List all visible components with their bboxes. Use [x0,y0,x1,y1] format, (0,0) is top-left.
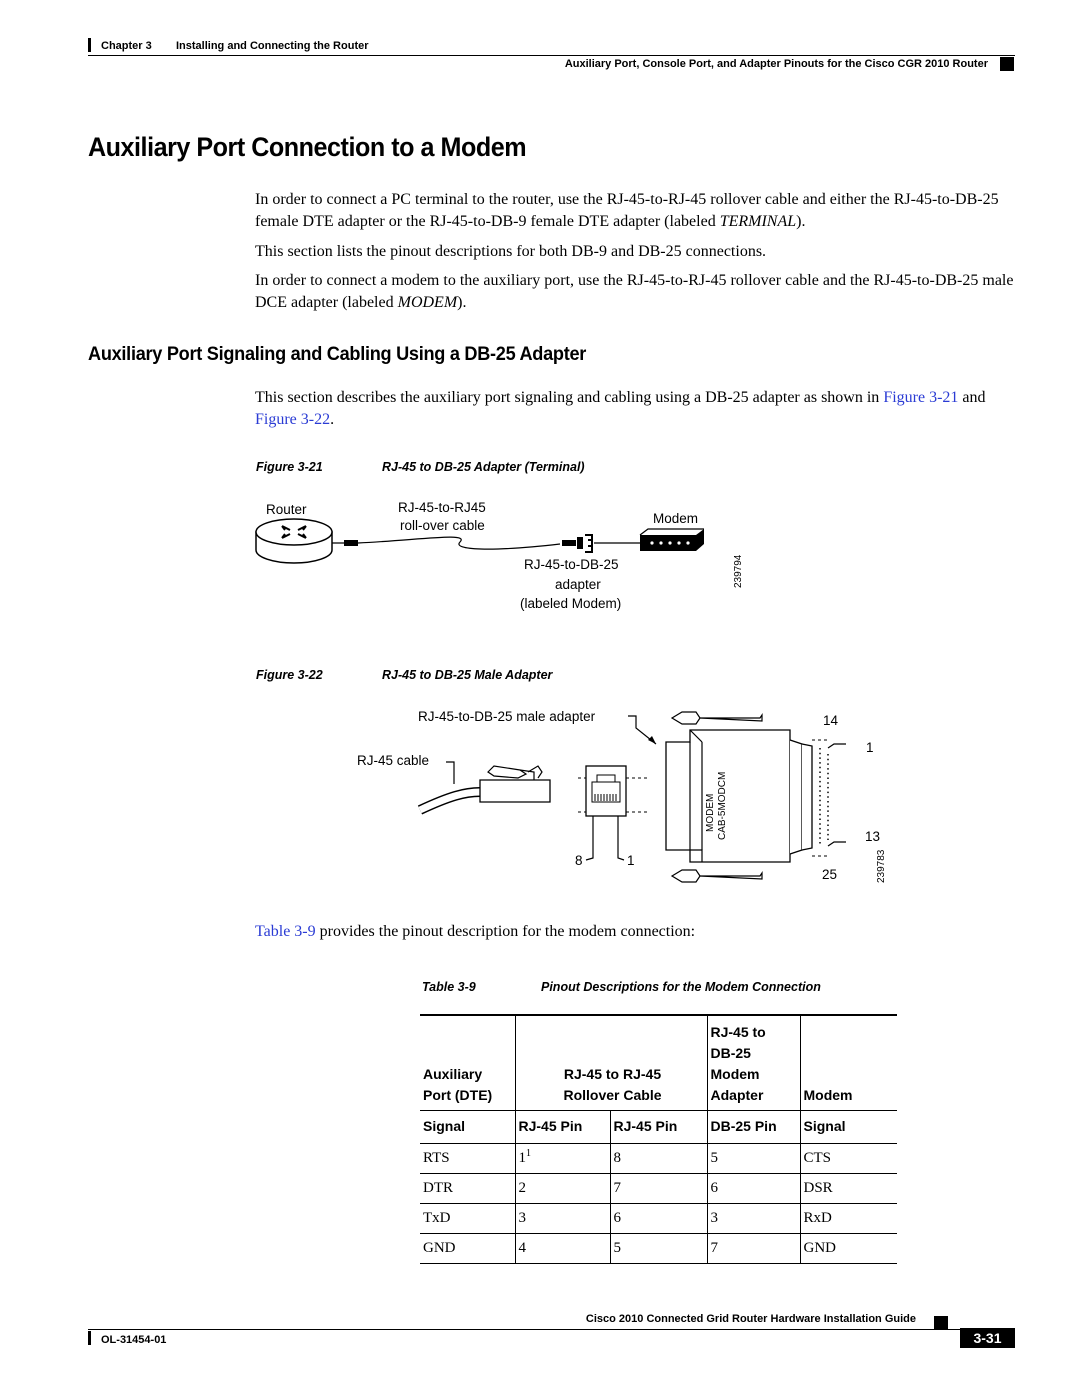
chapter-title: Installing and Connecting the Router [176,40,369,52]
figure-3-22-number: Figure 3-22 [256,668,323,682]
header-rj45-to-rj45: RJ-45 to RJ-45 [563,1066,662,1082]
table-cell: TxD [420,1204,515,1234]
table-reference-paragraph [255,921,1030,943]
intro-p1-text: In order to connect a PC terminal to the router, use the RJ-45-to-RJ-45 rollover cable and either the RJ-45-to-DB-25 female DTE adapter or the RJ-45-to-DB-9 female DTE adapter (labeled [255,191,999,230]
intro-p3-text: In order to connect a modem to the auxiliary port, use the RJ-45-to-RJ-45 rollover cable and the RJ-45-to-DB-25 male DCE adapter (labeled [255,272,1014,311]
footer-left-bar [88,1331,91,1345]
section-running-title: Auxiliary Port, Console Port, and Adapter Pinouts for the Cisco CGR 2010 Router [564,58,988,70]
pin-25-label: 25 [822,867,838,882]
table-row [420,1204,897,1234]
header-rjdb-line3: Modem [710,1066,760,1082]
table-cell: 7 [707,1234,800,1264]
subheader-rj45-pin-b: RJ-45 Pin [610,1111,707,1144]
table-row [420,1174,897,1204]
modem-device-label: Modem [653,511,699,526]
table-cell: 4 [515,1234,610,1264]
header-rjdb-line4: Adapter [710,1087,764,1103]
footer-doc-id: OL-31454-01 [101,1334,167,1346]
page-title: Auxiliary Port Connection to a Modem [88,132,527,162]
pin-14-label: 14 [823,713,839,728]
chapter-label: Chapter 3 [101,40,152,52]
pin-8-label: 8 [575,853,583,868]
table-cell: 3 [707,1204,800,1234]
figure-3-22-caption: RJ-45 to DB-25 Male Adapter [382,668,553,682]
table-number: Table 3-9 [422,980,476,994]
footer-guide-title: Cisco 2010 Connected Grid Router Hardware Installation Guide [585,1313,916,1325]
table-3-9-link[interactable]: Table 3-9 [255,923,316,940]
rollover-cable-label-2: roll-over cable [400,518,485,533]
intro-paragraph-2: This section lists the pinout descriptions for both DB-9 and DB-25 connections. [255,243,767,260]
footnote-marker: 1 [526,1148,531,1159]
header-rjdb-line2: DB-25 [710,1045,751,1061]
pin-1-db25-label: 1 [866,740,874,755]
table-cell: 3 [515,1204,610,1234]
section-heading: Auxiliary Port Signaling and Cabling Using a DB-25 Adapter [88,343,587,365]
adapter-label-1: RJ-45-to-DB-25 [524,557,619,572]
cell-value: 1 [518,1150,526,1166]
table-cell: DSR [803,1180,833,1196]
figure-3-21-number: Figure 3-21 [256,460,323,474]
table-cell: 5 [707,1144,800,1174]
pin-13-label: 13 [865,829,881,844]
header-auxiliary: Auxiliary [423,1066,483,1082]
subheader-signal-aux: Signal [420,1111,515,1144]
subheader-rj45-pin-a: RJ-45 Pin [515,1111,610,1144]
table-cell: GND [420,1234,515,1264]
page-number-badge [960,1328,1015,1348]
section-para-and: and [958,389,986,406]
header-rollover [515,1015,707,1111]
table-cell: RTS [420,1144,515,1174]
table-caption: Pinout Descriptions for the Modem Connection [541,980,821,994]
intro-paragraph-3 [255,270,1030,314]
header-port-dte: Port (DTE) [423,1087,493,1103]
table-row [420,1144,897,1174]
figure-3-21-link[interactable]: Figure 3-21 [883,389,959,406]
section-para-text: This section describes the auxiliary port signaling and cabling using a DB-25 adapter as shown in [255,389,884,406]
intro-paragraph-1 [255,189,1030,233]
footer-rule [88,1329,1015,1330]
adapter-label-2: adapter [555,577,601,592]
table-cell: 6 [610,1204,707,1234]
figure-3-21-diagram [240,490,780,630]
page-number: 3-31 [973,1330,1002,1346]
footer-square-marker [934,1316,948,1330]
table-ref-text: provides the pinout description for the modem connection: [315,923,696,940]
figure-3-21-id: 239794 [733,554,744,588]
header-modem-text: Modem [803,1087,853,1103]
figure-3-21-caption: RJ-45 to DB-25 Adapter (Terminal) [382,460,585,474]
router-icon [256,519,332,563]
table-cell: DTR [420,1174,515,1204]
header-rollover-cable: Rollover Cable [563,1087,662,1103]
table-row [420,1234,897,1264]
figure-3-22-id: 239783 [876,849,887,883]
intro-p1-end: ). [796,213,806,230]
table-header-row [420,1015,897,1111]
header-left-bar [88,38,91,52]
header-square-marker [1000,57,1014,71]
table-cell: GND [803,1240,836,1256]
header-rj45-db25 [707,1015,800,1111]
header-rjdb-line1: RJ-45 to [710,1024,766,1040]
terminal-label: TERMINAL [719,213,797,230]
modem-label: MODEM [397,294,458,311]
header-aux-port [420,1015,515,1111]
rj45-cable-label: RJ-45 cable [357,753,430,768]
section-para-end: . [330,411,335,428]
adapter-modem-text: MODEM [705,793,716,832]
adapter-label-3: (labeled Modem) [520,596,622,611]
table-cell: RxD [803,1210,832,1226]
rollover-cable-label-1: RJ-45-to-RJ45 [398,500,486,515]
router-label: Router [266,502,307,517]
table-cell: 8 [610,1144,707,1174]
modem-icon [640,529,704,551]
pinout-table [420,1014,897,1264]
figure-3-22-link[interactable]: Figure 3-22 [255,411,331,428]
table-cell: 2 [515,1174,610,1204]
intro-p3-end: ). [457,294,467,311]
subheader-signal-modem: Signal [803,1118,846,1134]
male-adapter-label: RJ-45-to-DB-25 male adapter [418,709,596,724]
header-modem [800,1015,897,1111]
section-paragraph [255,387,1030,431]
pin-1-rj45-label: 1 [627,853,635,868]
table-cell: 6 [707,1174,800,1204]
table-subheader-row [420,1111,897,1144]
subheader-db25-pin: DB-25 Pin [707,1111,800,1144]
table-cell [515,1144,610,1174]
table-cell: CTS [803,1150,832,1166]
adapter-part-number: CAB-5MODCM [717,771,728,840]
header-rule [88,55,1015,56]
figure-3-22-diagram [410,700,890,895]
table-cell: 5 [610,1234,707,1264]
table-cell: 7 [610,1174,707,1204]
